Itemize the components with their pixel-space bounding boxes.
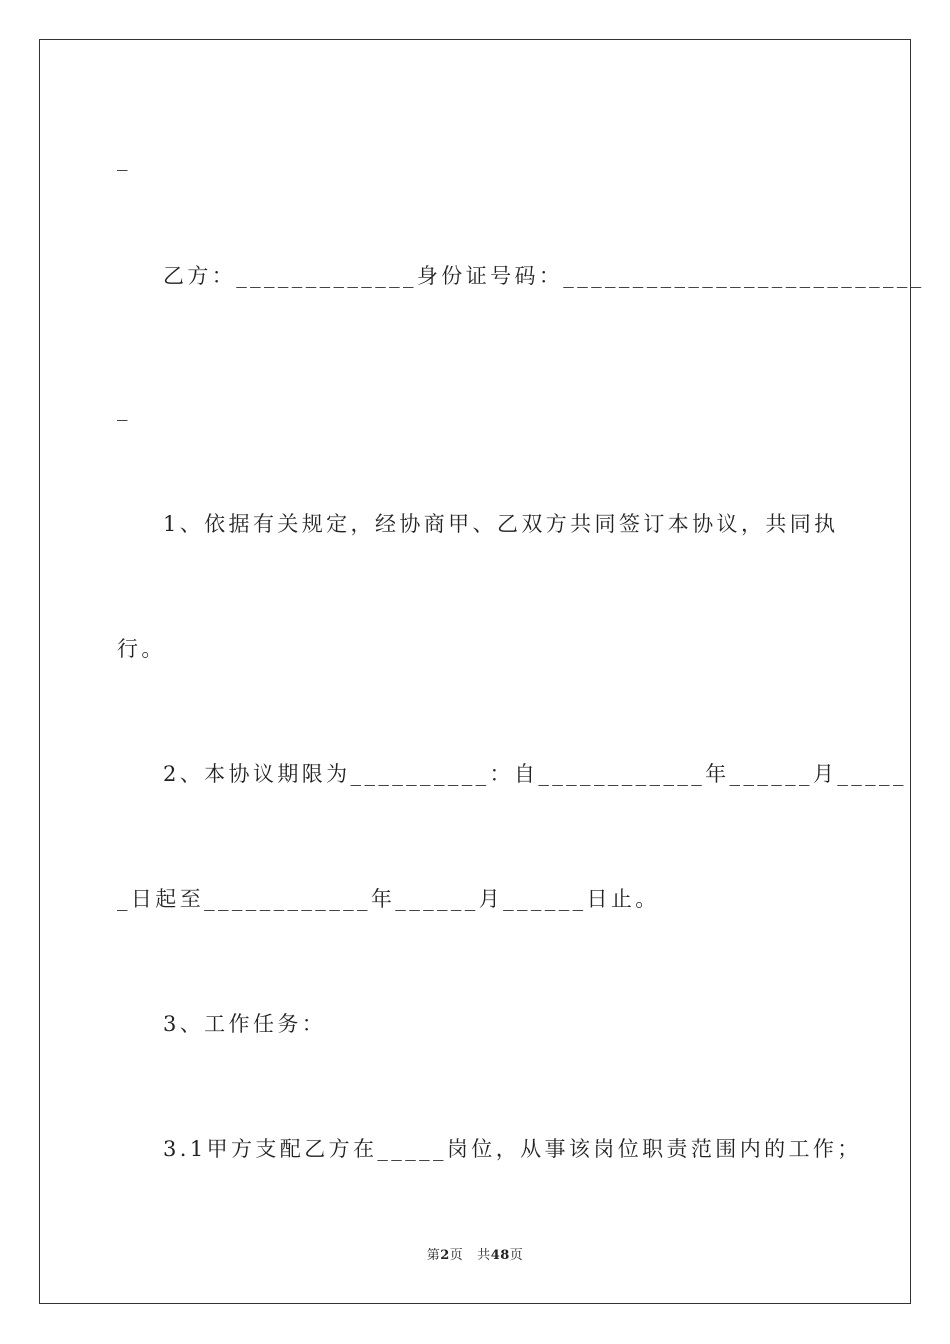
page-footer [0,1247,950,1265]
clause-1-text: 1、依据有关规定，经协商甲、乙双方共同签订本协议，共同执 [163,512,839,536]
footer-page-number: 2 [440,1248,450,1263]
footer-prefix: 第 [426,1248,441,1263]
footer-page-suffix: 页 [449,1248,464,1263]
clause-2-text: 2、本协议期限为__________：自____________年______月_____ [163,762,907,786]
text-line-underscore-1: _ [117,147,131,171]
text-line-party-b: 乙方：_____________身份证号码：__________________________ [163,264,925,288]
text-line-underscore-2: _ [117,397,131,421]
footer-total-prefix: 共 [477,1248,491,1263]
footer-total-suffix: 页 [509,1248,524,1263]
clause-2-continued: _日起至____________年______月______日止。 [117,887,660,911]
clause-3-1-text: 3.1甲方支配乙方在_____岗位，从事该岗位职责范围内的工作； [163,1137,862,1161]
clause-3-heading: 3、工作任务： [163,1012,327,1036]
clause-1-continued: 行。 [117,637,166,661]
page-border [39,39,911,1304]
footer-total-pages: 48 [490,1248,510,1263]
